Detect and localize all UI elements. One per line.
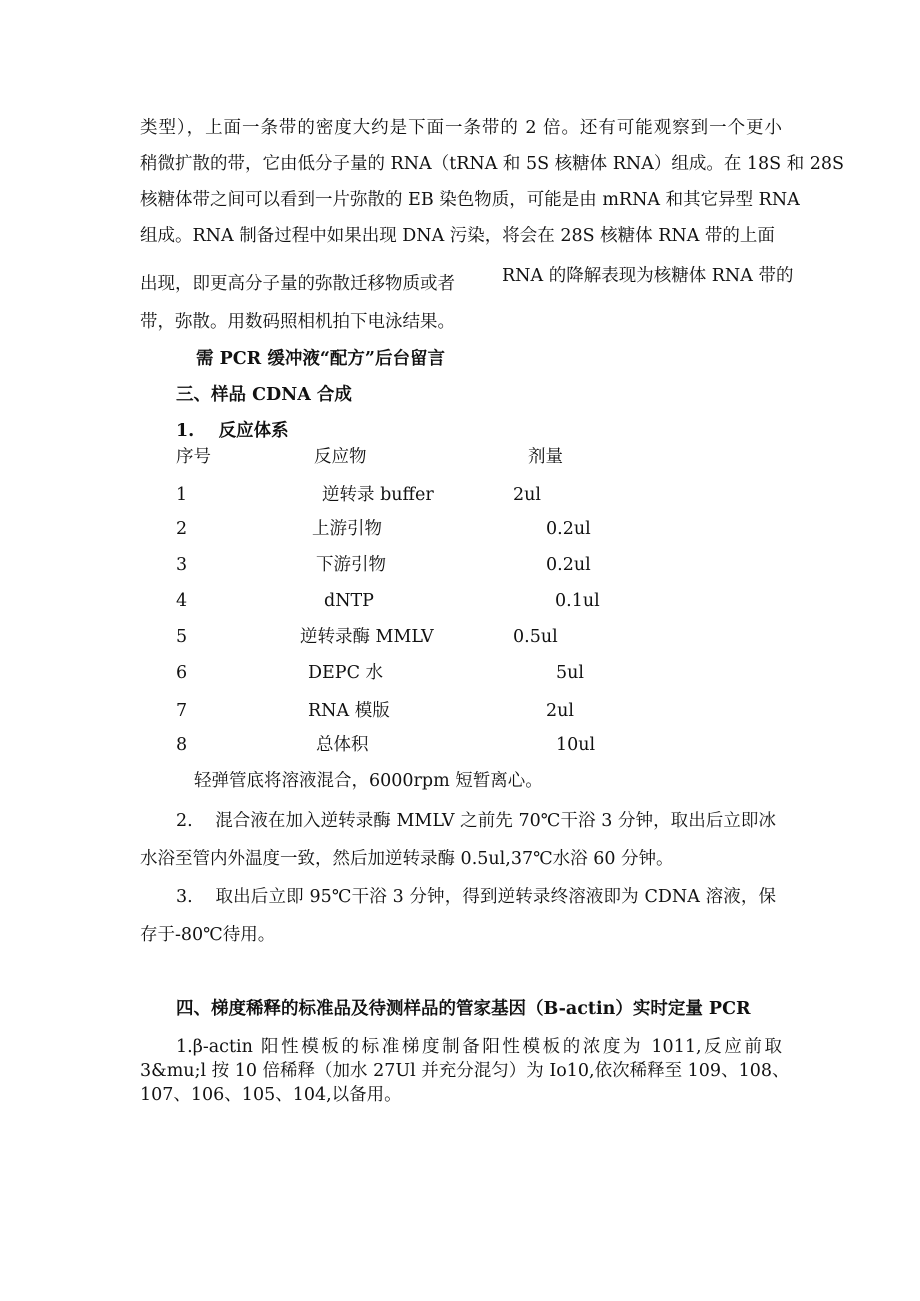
table-cell-reactant: DEPC 水 (308, 663, 384, 683)
table-cell-reactant: 下游引物 (316, 555, 386, 575)
table-cell-index: 7 (176, 701, 188, 721)
paragraph-line: 带，弥散。用数码照相机拍下电泳结果。 (140, 312, 455, 332)
table-cell-index: 4 (176, 591, 188, 611)
table-cell-dose: 0.2ul (546, 519, 591, 539)
step-2-line: 2. 混合液在加入逆转录酶 MMLV 之前先 70℃干浴 3 分钟，取出后立即冰 (176, 811, 776, 831)
table-cell-dose: 0.5ul (513, 627, 558, 647)
paragraph-line: 类型），上面一条带的密度大约是下面一条带的 2 倍。还有可能观察到一个更小 (140, 118, 782, 138)
table-cell-dose: 5ul (556, 663, 585, 683)
section-4-line: 107、106、105、104,以备用。 (140, 1085, 402, 1105)
table-cell-dose: 2ul (546, 701, 575, 721)
table-cell-index: 2 (176, 519, 188, 539)
table-cell-reactant: 逆转录酶 MMLV (300, 627, 434, 647)
table-header-dose: 剂量 (528, 447, 563, 467)
section-4-heading: 四、梯度稀释的标准品及待测样品的管家基因（B-actin）实时定量 PCR (176, 999, 751, 1019)
paragraph-line: 组成。RNA 制备过程中如果出现 DNA 污染，将会在 28S 核糖体 RNA 带的上面 (140, 226, 775, 246)
table-cell-reactant: 逆转录 buffer (322, 485, 434, 505)
step-2-line: 水浴至管内外温度一致，然后加逆转录酶 0.5ul,37℃水浴 60 分钟。 (140, 849, 674, 869)
table-cell-dose: 2ul (513, 485, 542, 505)
paragraph-right-column: RNA 的降解表现为核糖体 RNA 带的 (502, 266, 794, 286)
table-cell-dose: 0.1ul (555, 591, 600, 611)
table-cell-index: 1 (176, 485, 188, 505)
table-header-index: 序号 (176, 447, 211, 467)
table-cell-reactant: RNA 模版 (308, 701, 390, 721)
section-4-line: 1.β-actin 阳性模板的标准梯度制备阳性模板的浓度为 1011,反应前取 (176, 1037, 782, 1057)
step-3-line: 3. 取出后立即 95℃干浴 3 分钟，得到逆转录终溶液即为 CDNA 溶液，保 (176, 887, 776, 907)
table-cell-index: 6 (176, 663, 188, 683)
table-cell-reactant: 上游引物 (312, 519, 382, 539)
table-cell-dose: 0.2ul (546, 555, 591, 575)
section-4-line: 3&mu;l 按 10 倍稀释（加水 27Ul 并充分混匀）为 Io10,依次稀释至 109、108、 (140, 1061, 790, 1081)
buffer-recipe-note: 需 PCR 缓冲液“配方”后台留言 (196, 349, 445, 369)
table-cell-reactant: dNTP (324, 591, 374, 611)
paragraph-line: 核糖体带之间可以看到一片弥散的 EB 染色物质，可能是由 mRNA 和其它异型 RNA (140, 190, 800, 210)
paragraph-left-column: 出现，即更高分子量的弥散迁移物质或者 (140, 274, 455, 294)
table-cell-dose: 10ul (556, 735, 596, 755)
mix-note: 轻弹管底将溶液混合，6000rpm 短暂离心。 (194, 771, 543, 791)
table-cell-index: 5 (176, 627, 188, 647)
table-cell-index: 8 (176, 735, 188, 755)
table-cell-index: 3 (176, 555, 188, 575)
table-header-reactant: 反应物 (314, 447, 367, 467)
section-3-heading: 三、样品 CDNA 合成 (176, 385, 352, 405)
paragraph-line: 稍微扩散的带，它由低分子量的 RNA（tRNA 和 5S 核糖体 RNA）组成。在 18S 和 28S (140, 154, 845, 174)
subsection-reaction-system: 1. 反应体系 (176, 421, 289, 441)
table-cell-reactant: 总体积 (316, 735, 369, 755)
step-3-line: 存于-80℃待用。 (140, 925, 276, 945)
